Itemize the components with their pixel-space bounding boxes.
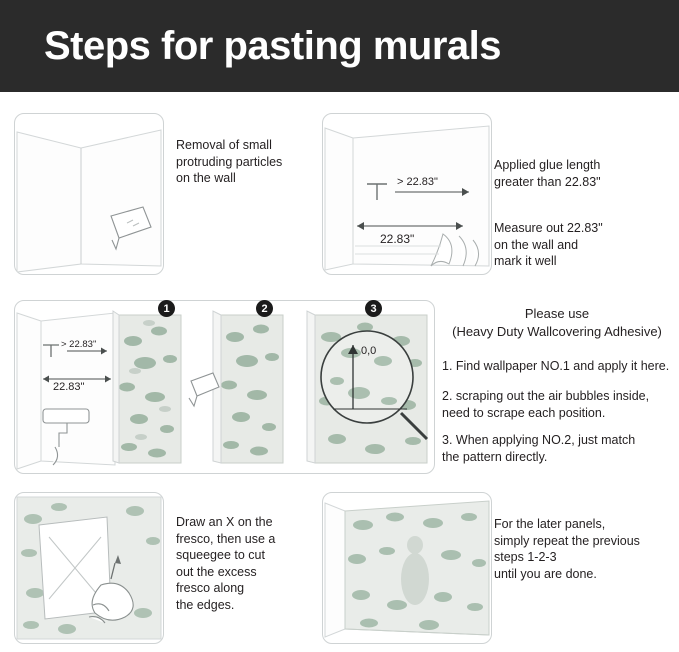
step-1-illustration xyxy=(14,113,164,275)
wall-corner-scraper-drawing xyxy=(15,114,163,274)
cut-excess-drawing xyxy=(15,493,163,643)
step-4-caption: Draw an X on the fresco, then use a squeegee to cut out the excess fresco along the edges. xyxy=(176,515,276,612)
step-2-caption-2: Measure out 22.83" on the wall and mark it well xyxy=(494,221,603,268)
instruction-item-3: 3. When applying NO.2, just match the pattern directly. xyxy=(442,433,636,464)
step-badge-1: 1 xyxy=(158,300,175,317)
instruction-item-2: 2. scraping out the air bubbles inside, need to scrape each position. xyxy=(442,389,650,420)
instruction-item-1: 1. Find wallpaper NO.1 and apply it here. xyxy=(442,359,670,373)
step-badge-3: 3 xyxy=(365,300,382,317)
step-3-origin-label: 0,0 xyxy=(361,345,377,357)
step-2-caption-1: Applied glue length greater than 22.83" xyxy=(494,158,601,189)
step-5-illustration xyxy=(322,492,492,644)
step-2-illustration xyxy=(322,113,492,275)
poster-header xyxy=(0,0,679,92)
step-3-illustration xyxy=(14,300,435,474)
glue-measure-drawing xyxy=(323,114,491,274)
step-4-illustration xyxy=(14,492,164,644)
step-3-width-label: 22.83" xyxy=(53,381,85,393)
step-badge-2: 2 xyxy=(256,300,273,317)
step-5-caption: For the later panels, simply repeat the previous steps 1-2-3 until you are done. xyxy=(494,517,640,581)
page-title: Steps for pasting murals xyxy=(44,24,501,68)
adhesive-heading: Please use (Heavy Duty Wallcovering Adhesive) xyxy=(452,306,662,339)
step-2-width-label: 22.83" xyxy=(380,232,415,246)
step-3-arrow-label: > 22.83" xyxy=(61,339,97,350)
finished-wall-drawing xyxy=(323,493,491,643)
step-2-arrow-label: > 22.83" xyxy=(397,176,438,188)
step-1-caption: Removal of small protruding particles on the wall xyxy=(176,138,283,185)
